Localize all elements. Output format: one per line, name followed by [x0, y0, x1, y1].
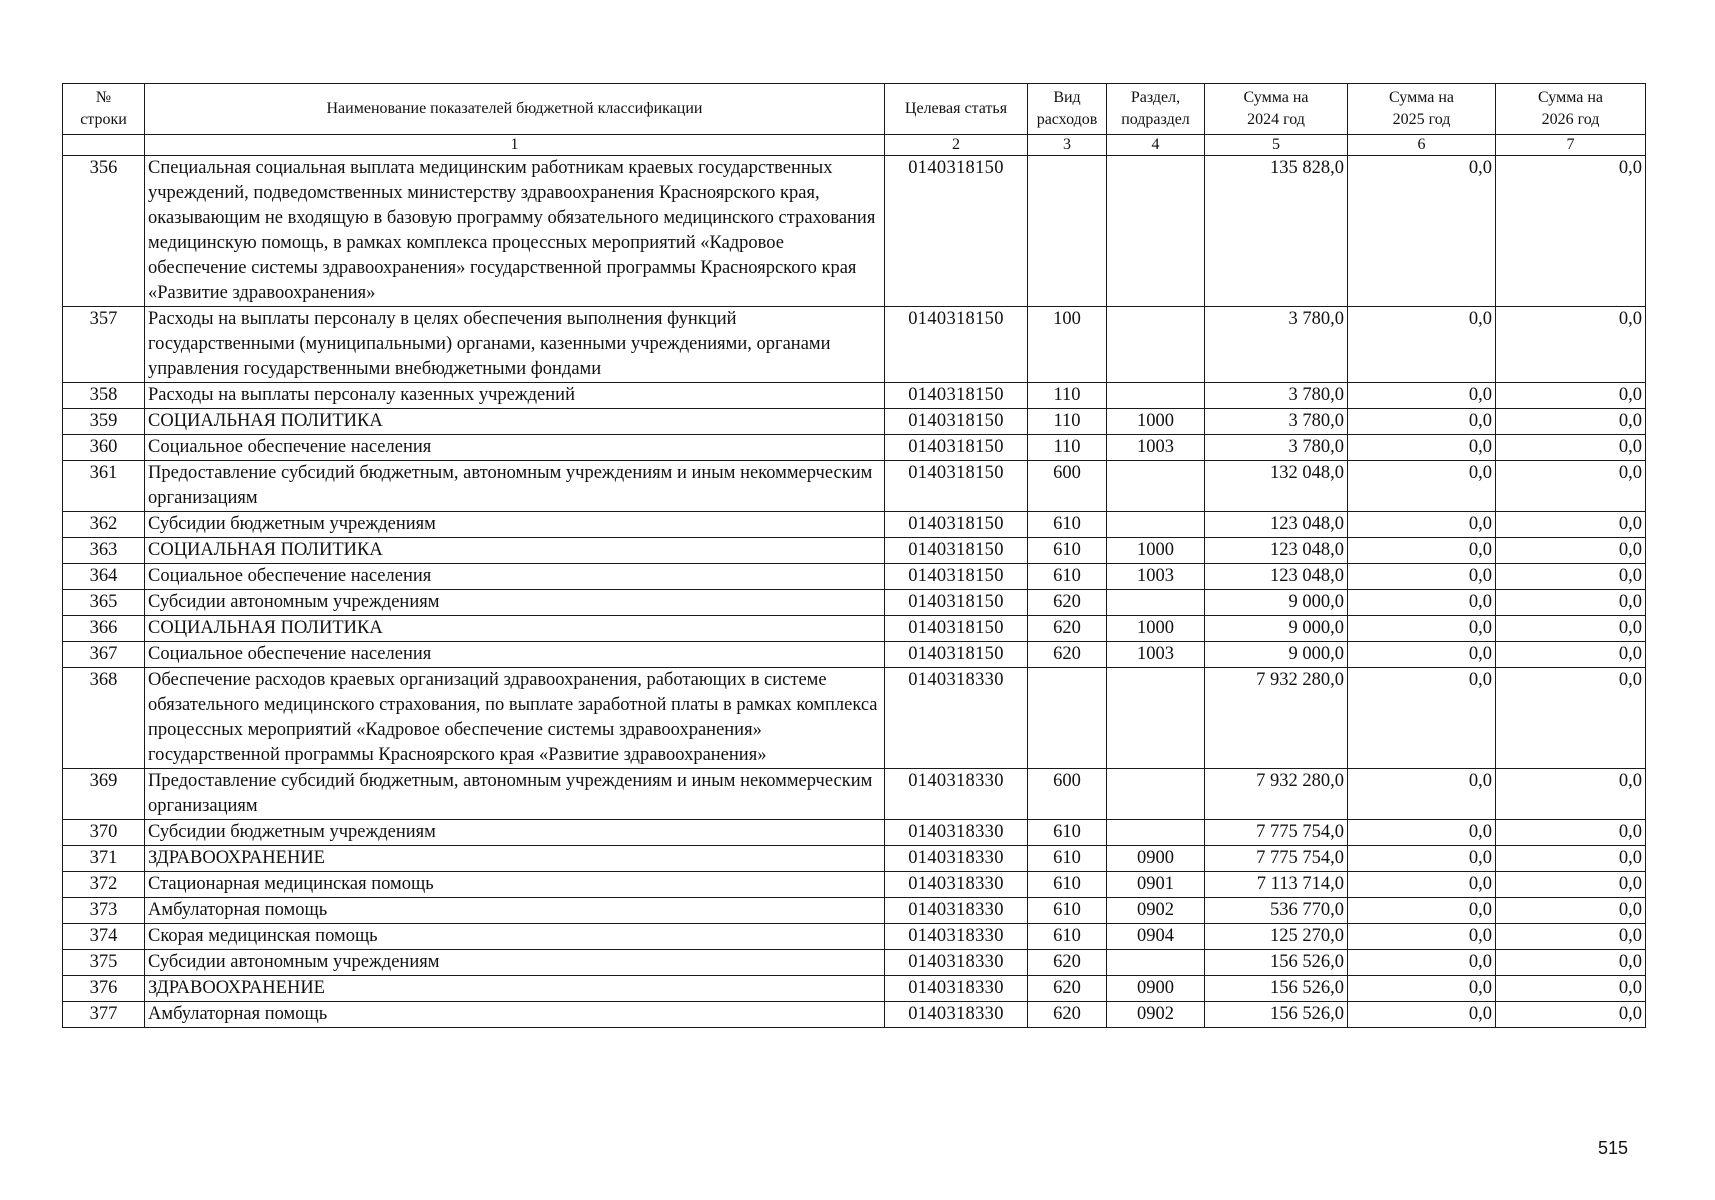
- header-target: Целевая статья: [885, 84, 1028, 135]
- expense-kind: 620: [1028, 1002, 1107, 1028]
- section-subsection: 0900: [1107, 846, 1205, 872]
- column-number: 2: [885, 135, 1028, 156]
- row-number: 373: [63, 898, 145, 924]
- row-number: 358: [63, 383, 145, 409]
- expense-kind: 620: [1028, 616, 1107, 642]
- section-subsection: [1107, 668, 1205, 769]
- target-article: 0140318150: [885, 383, 1028, 409]
- target-article: 0140318330: [885, 924, 1028, 950]
- indicator-name: Социальное обеспечение населения: [145, 564, 885, 590]
- section-subsection: [1107, 769, 1205, 820]
- expense-kind: 600: [1028, 461, 1107, 512]
- target-article: 0140318150: [885, 512, 1028, 538]
- sum-2025: 0,0: [1348, 668, 1496, 769]
- sum-2025: 0,0: [1348, 435, 1496, 461]
- indicator-name: Специальная социальная выплата медицинским работникам краевых государственных учреждений, подведомственных министерству здравоохранения Красноярского края, оказывающим не входящую в базовую программу обязательного медицинского страхования медицинскую помощь, в рамках комплекса процессных мероприятий «Кадровое обеспечение системы здравоохранения» государственной программы Красноярского края «Развитие здравоохранения»: [145, 156, 885, 307]
- table-row: [63, 820, 1646, 846]
- expense-kind: 600: [1028, 769, 1107, 820]
- sum-2024: 3 780,0: [1205, 435, 1348, 461]
- sum-2024: 156 526,0: [1205, 1002, 1348, 1028]
- sum-2025: 0,0: [1348, 950, 1496, 976]
- sum-2025: 0,0: [1348, 820, 1496, 846]
- column-number: 3: [1028, 135, 1107, 156]
- sum-2026: 0,0: [1496, 898, 1646, 924]
- expense-kind: 610: [1028, 512, 1107, 538]
- sum-2024: 132 048,0: [1205, 461, 1348, 512]
- table-row: [63, 924, 1646, 950]
- sum-2025: 0,0: [1348, 924, 1496, 950]
- expense-kind: 610: [1028, 564, 1107, 590]
- section-subsection: [1107, 820, 1205, 846]
- table-row: [63, 383, 1646, 409]
- sum-2026: 0,0: [1496, 590, 1646, 616]
- sum-2026: 0,0: [1496, 976, 1646, 1002]
- sum-2026: 0,0: [1496, 307, 1646, 383]
- sum-2024: 9 000,0: [1205, 642, 1348, 668]
- indicator-name: Скорая медицинская помощь: [145, 924, 885, 950]
- sum-2024: 156 526,0: [1205, 976, 1348, 1002]
- sum-2025: 0,0: [1348, 898, 1496, 924]
- expense-kind: [1028, 156, 1107, 307]
- indicator-name: Обеспечение расходов краевых организаций здравоохранения, работающих в системе обязательного медицинского страхования, по выплате заработной платы в рамках комплекса процессных мероприятий «Кадровое обеспечение системы здравоохранения» государственной программы Красноярского края «Развитие здравоохранения»: [145, 668, 885, 769]
- row-number: 374: [63, 924, 145, 950]
- table-row: [63, 616, 1646, 642]
- table-row: [63, 668, 1646, 769]
- indicator-name: ЗДРАВООХРАНЕНИЕ: [145, 976, 885, 1002]
- section-subsection: [1107, 590, 1205, 616]
- expense-kind: 620: [1028, 950, 1107, 976]
- expense-kind: 110: [1028, 435, 1107, 461]
- expense-kind: 610: [1028, 846, 1107, 872]
- section-subsection: 0902: [1107, 1002, 1205, 1028]
- section-subsection: [1107, 307, 1205, 383]
- indicator-name: Предоставление субсидий бюджетным, автономным учреждениям и иным некоммерческим организациям: [145, 461, 885, 512]
- sum-2025: 0,0: [1348, 769, 1496, 820]
- section-subsection: [1107, 461, 1205, 512]
- column-number: [63, 135, 145, 156]
- row-number: 362: [63, 512, 145, 538]
- section-subsection: 1003: [1107, 564, 1205, 590]
- sum-2025: 0,0: [1348, 616, 1496, 642]
- indicator-name: Субсидии автономным учреждениям: [145, 590, 885, 616]
- target-article: 0140318330: [885, 950, 1028, 976]
- expense-kind: 100: [1028, 307, 1107, 383]
- section-subsection: 1003: [1107, 435, 1205, 461]
- indicator-name: СОЦИАЛЬНАЯ ПОЛИТИКА: [145, 409, 885, 435]
- sum-2024: 9 000,0: [1205, 616, 1348, 642]
- table-row: [63, 590, 1646, 616]
- section-subsection: [1107, 950, 1205, 976]
- expense-kind: 110: [1028, 383, 1107, 409]
- sum-2026: 0,0: [1496, 409, 1646, 435]
- table-row: [63, 872, 1646, 898]
- column-number: 7: [1496, 135, 1646, 156]
- row-number: 356: [63, 156, 145, 307]
- table-row: [63, 1002, 1646, 1028]
- table-row: [63, 950, 1646, 976]
- target-article: 0140318330: [885, 872, 1028, 898]
- table-row: [63, 307, 1646, 383]
- indicator-name: СОЦИАЛЬНАЯ ПОЛИТИКА: [145, 538, 885, 564]
- sum-2026: 0,0: [1496, 872, 1646, 898]
- target-article: 0140318150: [885, 538, 1028, 564]
- indicator-name: Амбулаторная помощь: [145, 1002, 885, 1028]
- sum-2024: 123 048,0: [1205, 538, 1348, 564]
- column-number-row: [63, 135, 1646, 156]
- sum-2026: 0,0: [1496, 1002, 1646, 1028]
- section-subsection: 0904: [1107, 924, 1205, 950]
- sum-2026: 0,0: [1496, 156, 1646, 307]
- sum-2025: 0,0: [1348, 564, 1496, 590]
- table-row: [63, 642, 1646, 668]
- column-number: 5: [1205, 135, 1348, 156]
- target-article: 0140318150: [885, 642, 1028, 668]
- row-number: 371: [63, 846, 145, 872]
- row-number: 369: [63, 769, 145, 820]
- row-number: 360: [63, 435, 145, 461]
- sum-2024: 7 775 754,0: [1205, 820, 1348, 846]
- section-subsection: [1107, 383, 1205, 409]
- sum-2026: 0,0: [1496, 642, 1646, 668]
- header-row-no: № строки: [63, 84, 145, 135]
- indicator-name: Субсидии бюджетным учреждениям: [145, 512, 885, 538]
- row-number: 376: [63, 976, 145, 1002]
- indicator-name: Расходы на выплаты персоналу в целях обеспечения выполнения функций государственными (муниципальными) органами, казенными учреждениями, органами управления государственными внебюджетными фондами: [145, 307, 885, 383]
- section-subsection: 1003: [1107, 642, 1205, 668]
- target-article: 0140318330: [885, 820, 1028, 846]
- table-row: [63, 512, 1646, 538]
- page-number: 515: [1598, 1138, 1629, 1158]
- table-row: [63, 435, 1646, 461]
- sum-2024: 123 048,0: [1205, 512, 1348, 538]
- table-row: [63, 538, 1646, 564]
- row-number: 375: [63, 950, 145, 976]
- target-article: 0140318330: [885, 846, 1028, 872]
- row-number: 367: [63, 642, 145, 668]
- target-article: 0140318330: [885, 1002, 1028, 1028]
- sum-2025: 0,0: [1348, 538, 1496, 564]
- sum-2026: 0,0: [1496, 950, 1646, 976]
- target-article: 0140318150: [885, 156, 1028, 307]
- target-article: 0140318150: [885, 616, 1028, 642]
- sum-2025: 0,0: [1348, 976, 1496, 1002]
- indicator-name: Предоставление субсидий бюджетным, автономным учреждениям и иным некоммерческим организациям: [145, 769, 885, 820]
- row-number: 357: [63, 307, 145, 383]
- sum-2024: 3 780,0: [1205, 383, 1348, 409]
- sum-2024: 7 113 714,0: [1205, 872, 1348, 898]
- indicator-name: Субсидии бюджетным учреждениям: [145, 820, 885, 846]
- sum-2025: 0,0: [1348, 1002, 1496, 1028]
- target-article: 0140318150: [885, 461, 1028, 512]
- sum-2026: 0,0: [1496, 564, 1646, 590]
- sum-2025: 0,0: [1348, 846, 1496, 872]
- section-subsection: 0901: [1107, 872, 1205, 898]
- target-article: 0140318330: [885, 769, 1028, 820]
- header-section: Раздел, подраздел: [1107, 84, 1205, 135]
- sum-2024: 156 526,0: [1205, 950, 1348, 976]
- indicator-name: Социальное обеспечение населения: [145, 435, 885, 461]
- indicator-name: Расходы на выплаты персоналу казенных учреждений: [145, 383, 885, 409]
- expense-kind: 110: [1028, 409, 1107, 435]
- header-name: Наименование показателей бюджетной классификации: [145, 84, 885, 135]
- expense-kind: 610: [1028, 872, 1107, 898]
- sum-2024: 7 775 754,0: [1205, 846, 1348, 872]
- column-number: 6: [1348, 135, 1496, 156]
- budget-table: [62, 83, 1646, 1028]
- sum-2025: 0,0: [1348, 461, 1496, 512]
- indicator-name: Социальное обеспечение населения: [145, 642, 885, 668]
- sum-2025: 0,0: [1348, 512, 1496, 538]
- row-number: 364: [63, 564, 145, 590]
- expense-kind: 620: [1028, 976, 1107, 1002]
- sum-2025: 0,0: [1348, 307, 1496, 383]
- table-row: [63, 976, 1646, 1002]
- section-subsection: [1107, 156, 1205, 307]
- target-article: 0140318150: [885, 590, 1028, 616]
- target-article: 0140318330: [885, 976, 1028, 1002]
- table-row: [63, 409, 1646, 435]
- section-subsection: 0900: [1107, 976, 1205, 1002]
- indicator-name: СОЦИАЛЬНАЯ ПОЛИТИКА: [145, 616, 885, 642]
- target-article: 0140318150: [885, 307, 1028, 383]
- table-row: [63, 769, 1646, 820]
- table-header: [63, 84, 1646, 156]
- row-number: 377: [63, 1002, 145, 1028]
- sum-2024: 7 932 280,0: [1205, 668, 1348, 769]
- column-number: 1: [145, 135, 885, 156]
- table-row: [63, 156, 1646, 307]
- table-row: [63, 898, 1646, 924]
- sum-2026: 0,0: [1496, 383, 1646, 409]
- table-body: [63, 156, 1646, 1028]
- table-row: [63, 846, 1646, 872]
- sum-2026: 0,0: [1496, 924, 1646, 950]
- sum-2026: 0,0: [1496, 538, 1646, 564]
- sum-2026: 0,0: [1496, 461, 1646, 512]
- expense-kind: 610: [1028, 898, 1107, 924]
- section-subsection: 1000: [1107, 409, 1205, 435]
- expense-kind: 620: [1028, 590, 1107, 616]
- sum-2024: 7 932 280,0: [1205, 769, 1348, 820]
- header-sum-2026: Сумма на 2026 год: [1496, 84, 1646, 135]
- header-row: [63, 84, 1646, 135]
- header-sum-2025: Сумма на 2025 год: [1348, 84, 1496, 135]
- expense-kind: 610: [1028, 538, 1107, 564]
- expense-kind: [1028, 668, 1107, 769]
- row-number: 366: [63, 616, 145, 642]
- sum-2026: 0,0: [1496, 846, 1646, 872]
- sum-2025: 0,0: [1348, 590, 1496, 616]
- row-number: 368: [63, 668, 145, 769]
- table-row: [63, 461, 1646, 512]
- header-sum-2024: Сумма на 2024 год: [1205, 84, 1348, 135]
- expense-kind: 620: [1028, 642, 1107, 668]
- row-number: 361: [63, 461, 145, 512]
- row-number: 365: [63, 590, 145, 616]
- row-number: 359: [63, 409, 145, 435]
- section-subsection: 0902: [1107, 898, 1205, 924]
- target-article: 0140318150: [885, 409, 1028, 435]
- sum-2026: 0,0: [1496, 820, 1646, 846]
- row-number: 363: [63, 538, 145, 564]
- sum-2024: 123 048,0: [1205, 564, 1348, 590]
- section-subsection: 1000: [1107, 616, 1205, 642]
- sum-2025: 0,0: [1348, 872, 1496, 898]
- sum-2025: 0,0: [1348, 383, 1496, 409]
- expense-kind: 610: [1028, 820, 1107, 846]
- sum-2026: 0,0: [1496, 616, 1646, 642]
- sum-2026: 0,0: [1496, 512, 1646, 538]
- expense-kind: 610: [1028, 924, 1107, 950]
- indicator-name: Стационарная медицинская помощь: [145, 872, 885, 898]
- sum-2024: 135 828,0: [1205, 156, 1348, 307]
- row-number: 370: [63, 820, 145, 846]
- section-subsection: [1107, 512, 1205, 538]
- target-article: 0140318150: [885, 435, 1028, 461]
- column-number: 4: [1107, 135, 1205, 156]
- target-article: 0140318330: [885, 668, 1028, 769]
- indicator-name: Амбулаторная помощь: [145, 898, 885, 924]
- indicator-name: ЗДРАВООХРАНЕНИЕ: [145, 846, 885, 872]
- target-article: 0140318150: [885, 564, 1028, 590]
- section-subsection: 1000: [1107, 538, 1205, 564]
- sum-2024: 9 000,0: [1205, 590, 1348, 616]
- sum-2024: 125 270,0: [1205, 924, 1348, 950]
- header-kind: Вид расходов: [1028, 84, 1107, 135]
- table-row: [63, 564, 1646, 590]
- sum-2024: 536 770,0: [1205, 898, 1348, 924]
- row-number: 372: [63, 872, 145, 898]
- target-article: 0140318330: [885, 898, 1028, 924]
- sum-2025: 0,0: [1348, 642, 1496, 668]
- sum-2024: 3 780,0: [1205, 409, 1348, 435]
- sum-2026: 0,0: [1496, 769, 1646, 820]
- sum-2026: 0,0: [1496, 435, 1646, 461]
- indicator-name: Субсидии автономным учреждениям: [145, 950, 885, 976]
- sum-2025: 0,0: [1348, 156, 1496, 307]
- sum-2024: 3 780,0: [1205, 307, 1348, 383]
- sum-2025: 0,0: [1348, 409, 1496, 435]
- sum-2026: 0,0: [1496, 668, 1646, 769]
